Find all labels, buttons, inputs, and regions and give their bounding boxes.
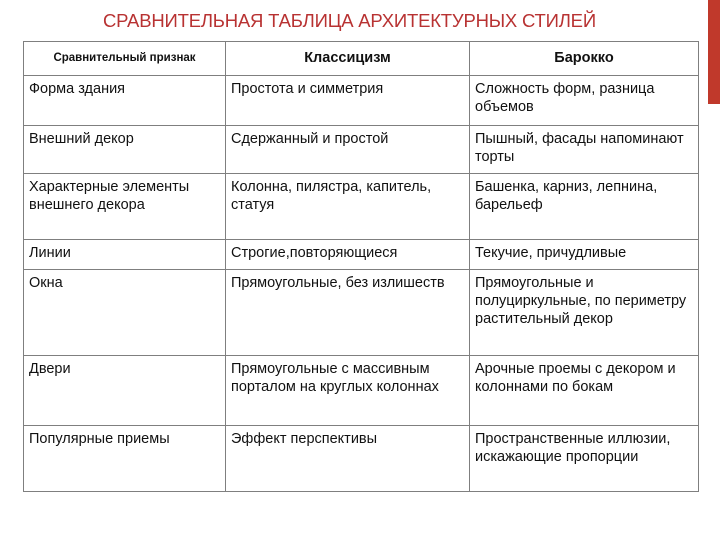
table-header-row [24, 42, 699, 76]
table-cell: Линии [24, 240, 226, 270]
table-cell: Пышный, фасады напоминают торты [470, 126, 699, 174]
table-cell: Внешний декор [24, 126, 226, 174]
table-cell: Строгие,повторяющиеся [226, 240, 470, 270]
table-cell: Эффект перспективы [226, 426, 470, 492]
comparison-table [23, 41, 699, 492]
table-row [24, 356, 699, 426]
table-cell: Форма здания [24, 76, 226, 126]
table-row [24, 126, 699, 174]
column-header-criterion: Сравнительный признак [24, 42, 226, 76]
table-cell: Характерные элементы внешнего декора [24, 174, 226, 240]
table-cell: Окна [24, 270, 226, 356]
table-row [24, 240, 699, 270]
table-cell: Текучие, причудливые [470, 240, 699, 270]
table-cell: Двери [24, 356, 226, 426]
column-header-classicism: Классицизм [226, 42, 470, 76]
table-cell: Пространственные иллюзии, искажающие пропорции [470, 426, 699, 492]
accent-bar [708, 0, 720, 104]
table-row [24, 76, 699, 126]
table-cell: Простота и симметрия [226, 76, 470, 126]
table-cell: Прямоугольные с массивным порталом на круглых колоннах [226, 356, 470, 426]
table-cell: Прямоугольные и полуциркульные, по периметру растительный декор [470, 270, 699, 356]
table-cell: Башенка, карниз, лепнина, барельеф [470, 174, 699, 240]
table-row [24, 174, 699, 240]
table-cell: Прямоугольные, без излишеств [226, 270, 470, 356]
table-cell: Сдержанный и простой [226, 126, 470, 174]
table-cell: Популярные приемы [24, 426, 226, 492]
table-cell: Арочные проемы с декором и колоннами по бокам [470, 356, 699, 426]
page-title: СРАВНИТЕЛЬНАЯ ТАБЛИЦА АРХИТЕКТУРНЫХ СТИЛЕЙ [103, 10, 596, 31]
table-cell: Сложность форм, разница объемов [470, 76, 699, 126]
column-header-baroque: Барокко [470, 42, 699, 76]
table-cell: Колонна, пилястра, капитель, статуя [226, 174, 470, 240]
table-row [24, 426, 699, 492]
table-row [24, 270, 699, 356]
